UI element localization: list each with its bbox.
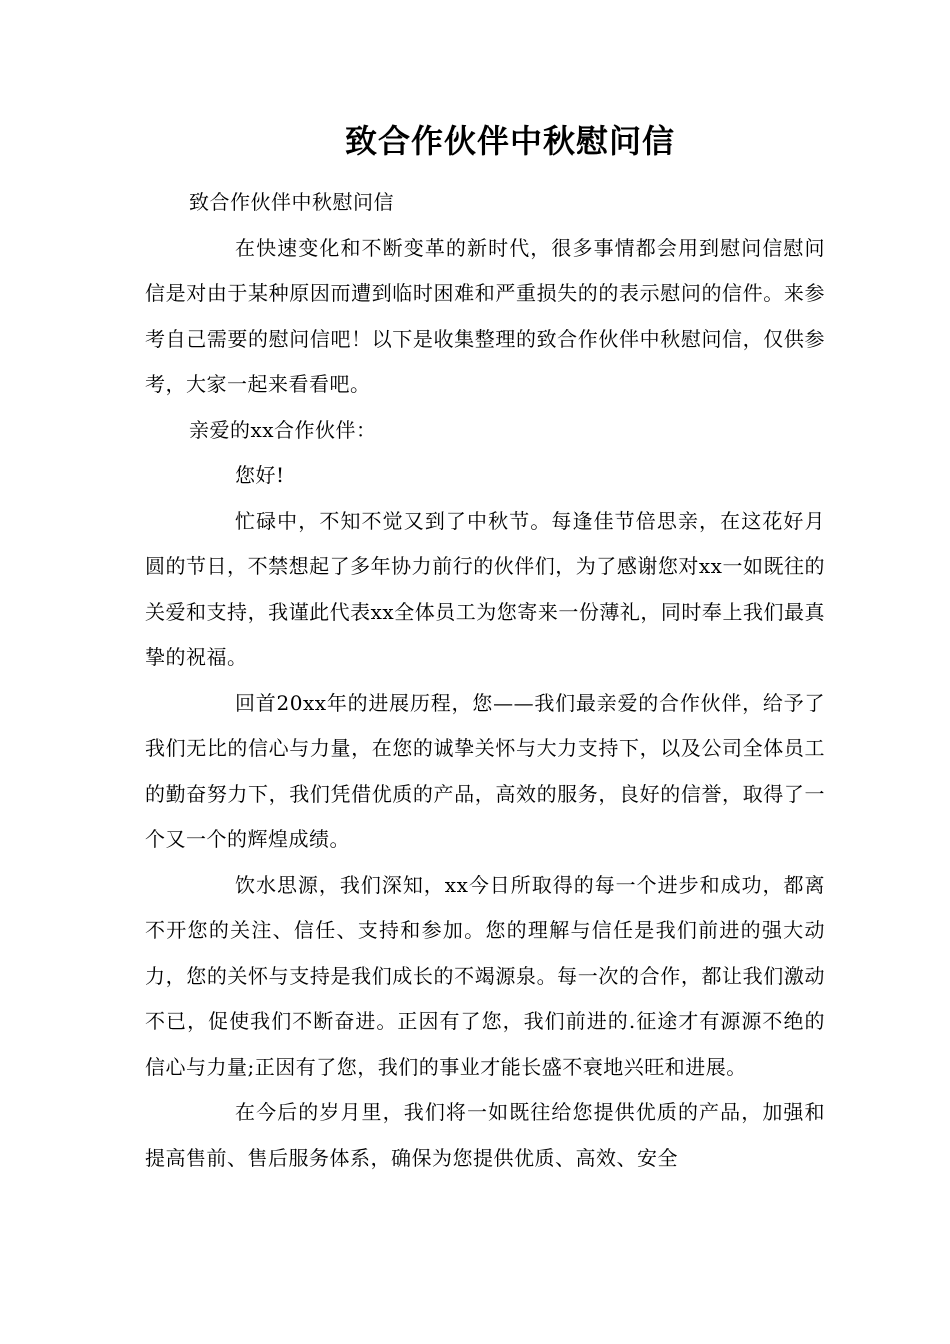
paragraph-body-1: 忙碌中，不知不觉又到了中秋节。每逢佳节倍思亲，在这花好月圆的节日，不禁想起了多年协力前行的伙伴们，为了感谢您对xx一如既往的关爱和支持，我谨此代表xx全体员工为您寄来一份薄礼，同时奉上我们最真挚的祝福。 [145,508,825,669]
paragraph-body-4: 在今后的岁月里，我们将一如既往给您提供优质的产品，加强和提高售前、售后服务体系，确保为您提供优质、高效、安全 [145,1100,825,1170]
document-title: 致合作伙伴中秋慰问信 [344,122,675,160]
paragraph-subtitle: 致合作伙伴中秋慰问信 [189,190,394,214]
paragraph-salutation: 亲爱的xx合作伙伴： [189,417,377,442]
paragraph-body-3: 饮水思源，我们深知，xx今日所取得的每一个进步和成功，都离不开您的关注、信任、支持和参加。您的理解与信任是我们前进的强大动力，您的关怀与支持是我们成长的不竭源泉。每一次的合作，都让我们激动不已，促使我们不断奋进。正因有了您，我们前进的.征途才有源源不绝的信心与力量;正因有了您，我们的事业才能长盛不衰地兴旺和进展。 [145,872,825,1079]
paragraph-greeting: 您好! [235,463,285,487]
paragraph-body-2: 回首20xx年的进展历程，您——我们最亲爱的合作伙伴，给予了我们无比的信心与力量，在您的诚挚关怀与大力支持下，以及公司全体员工的勤奋努力下，我们凭借优质的产品，高效的服务，良好的信誉，取得了一个又一个的辉煌成绩。 [145,690,825,851]
document-body [145,180,825,1181]
paragraph-intro: 在快速变化和不断变革的新时代，很多事情都会用到慰问信慰问信是对由于某种原因而遭到临时困难和严重损失的的表示慰问的信件。来参考自己需要的慰问信吧！以下是收集整理的致合作伙伴中秋慰问信，仅供参考，大家一起来看看吧。 [145,235,825,396]
